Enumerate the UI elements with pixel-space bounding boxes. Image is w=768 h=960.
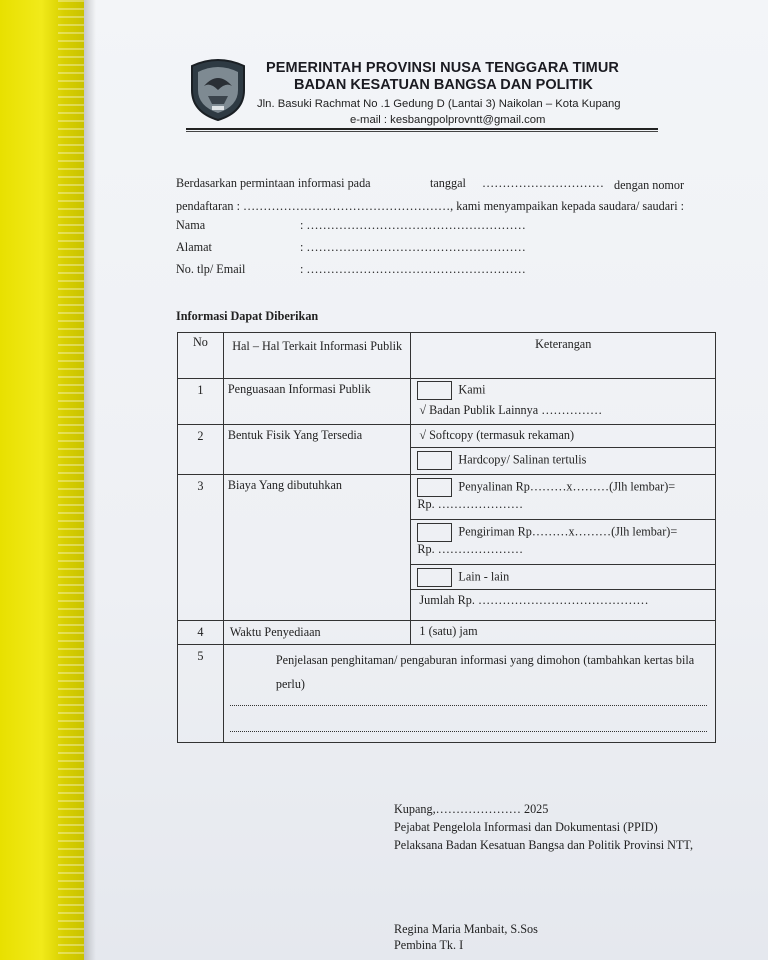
row3-hal: Biaya Yang dibutuhkan: [223, 475, 411, 621]
row4-ket: 1 (satu) jam: [411, 621, 716, 645]
field-label-nama: Nama: [176, 218, 206, 232]
letterhead-rule-thin: [186, 131, 658, 132]
row1-ket: [411, 379, 716, 425]
field-value-alamat: : ………………………………………………: [300, 240, 526, 254]
table-row: [178, 379, 716, 425]
letterhead-line2: BADAN KESATUAN BANGSA DAN POLITIK: [294, 77, 593, 93]
section-title: Informasi Dapat Diberikan: [176, 309, 319, 323]
table-row: [178, 425, 716, 475]
sign-rank: Pembina Tk. I: [394, 938, 464, 952]
header-hal: Hal – Hal Terkait Informasi Publik: [223, 333, 411, 379]
row5-content: [223, 645, 715, 743]
ket-penyalinan: Penyalinan Rp………x………(Jlh lembar)=: [458, 479, 676, 494]
checkbox-penyalinan[interactable]: [417, 478, 452, 497]
sign-name: Regina Maria Manbait, S.Sos: [394, 922, 538, 936]
field-label-email: No. tlp/ Email: [176, 262, 246, 276]
dotted-line-2: [230, 730, 707, 732]
intro-text-line2: pendaftaran : ……………………………………………, kami menyampaikan kepada saudara/ saudari :: [176, 199, 685, 213]
row3-ket: [411, 475, 716, 621]
table-row: [178, 621, 716, 645]
table-row: [178, 475, 716, 621]
row2-ket: [411, 425, 716, 475]
ntt-emblem-icon: [186, 56, 250, 122]
ket-pengiriman: Pengiriman Rp………x………(Jlh lembar)=: [458, 524, 678, 539]
letterhead-rule: [186, 128, 658, 130]
sign-role2: Pelaksana Badan Kesatuan Bangsa dan Politik Provinsi NTT,: [394, 838, 693, 852]
field-label-alamat: Alamat: [176, 240, 212, 254]
sign-role1: Pejabat Pengelola Informasi dan Dokumentasi (PPID): [394, 820, 658, 834]
letterhead-email: e-mail : kesbangpolprovntt@gmail.com: [350, 114, 546, 126]
ket-pengiriman-rp: Rp. …………………: [417, 542, 524, 556]
row5-no: 5: [178, 645, 224, 743]
field-value-email: : ………………………………………………: [300, 262, 526, 276]
intro-text-a: Berdasarkan permintaan informasi pada: [176, 176, 371, 190]
checkbox-pengiriman[interactable]: [417, 523, 452, 542]
info-table: [177, 332, 716, 743]
row5-hal: Penjelasan penghitaman/ pengaburan informasi yang dimohon (tambahkan kertas bila perlu): [275, 653, 695, 691]
letterhead: [186, 56, 656, 136]
sign-place-date: Kupang,………………… 2025: [394, 802, 549, 816]
intro-text-c: dengan nomor: [614, 178, 685, 192]
paper-shadow: [84, 0, 96, 960]
checkbox-lain-lain[interactable]: [417, 568, 452, 587]
ket-lain-lain: Lain - lain: [458, 569, 510, 584]
header-keterangan: Keterangan: [411, 333, 716, 379]
letterhead-address: Jln. Basuki Rachmat No .1 Gedung D (Lantai 3) Naikolan – Kota Kupang: [257, 98, 621, 110]
header-no: No: [178, 333, 224, 379]
checkbox-kami[interactable]: [417, 381, 452, 400]
row1-hal: Penguasaan Informasi Publik: [223, 379, 411, 425]
ket-badan-publik: √ Badan Publik Lainnya ……………: [419, 403, 603, 417]
field-value-nama: : ………………………………………………: [300, 218, 526, 232]
table-row: [178, 645, 716, 743]
intro-text-b: tanggal: [430, 176, 466, 190]
ket-penyalinan-rp: Rp. …………………: [417, 497, 524, 511]
row4-no: 4: [178, 621, 224, 645]
letterhead-line1: PEMERINTAH PROVINSI NUSA TENGGARA TIMUR: [266, 60, 619, 76]
table-header-row: [178, 333, 716, 379]
row3-no: 3: [178, 475, 224, 621]
row2-hal: Bentuk Fisik Yang Tersedia: [223, 425, 411, 475]
checkbox-hardcopy[interactable]: [417, 451, 452, 470]
ket-hardcopy: Hardcopy/ Salinan tertulis: [458, 452, 587, 467]
row1-no: 1: [178, 379, 224, 425]
ket-kami: Kami: [458, 382, 486, 397]
intro-date-field: …………………………: [482, 176, 604, 190]
row4-hal: Waktu Penyediaan: [223, 621, 411, 645]
row2-no: 2: [178, 425, 224, 475]
ket-jumlah: Jumlah Rp. ……………………………………: [411, 589, 715, 612]
dotted-line-1: [230, 704, 707, 706]
ket-softcopy: √ Softcopy (termasuk rekaman): [419, 428, 575, 442]
